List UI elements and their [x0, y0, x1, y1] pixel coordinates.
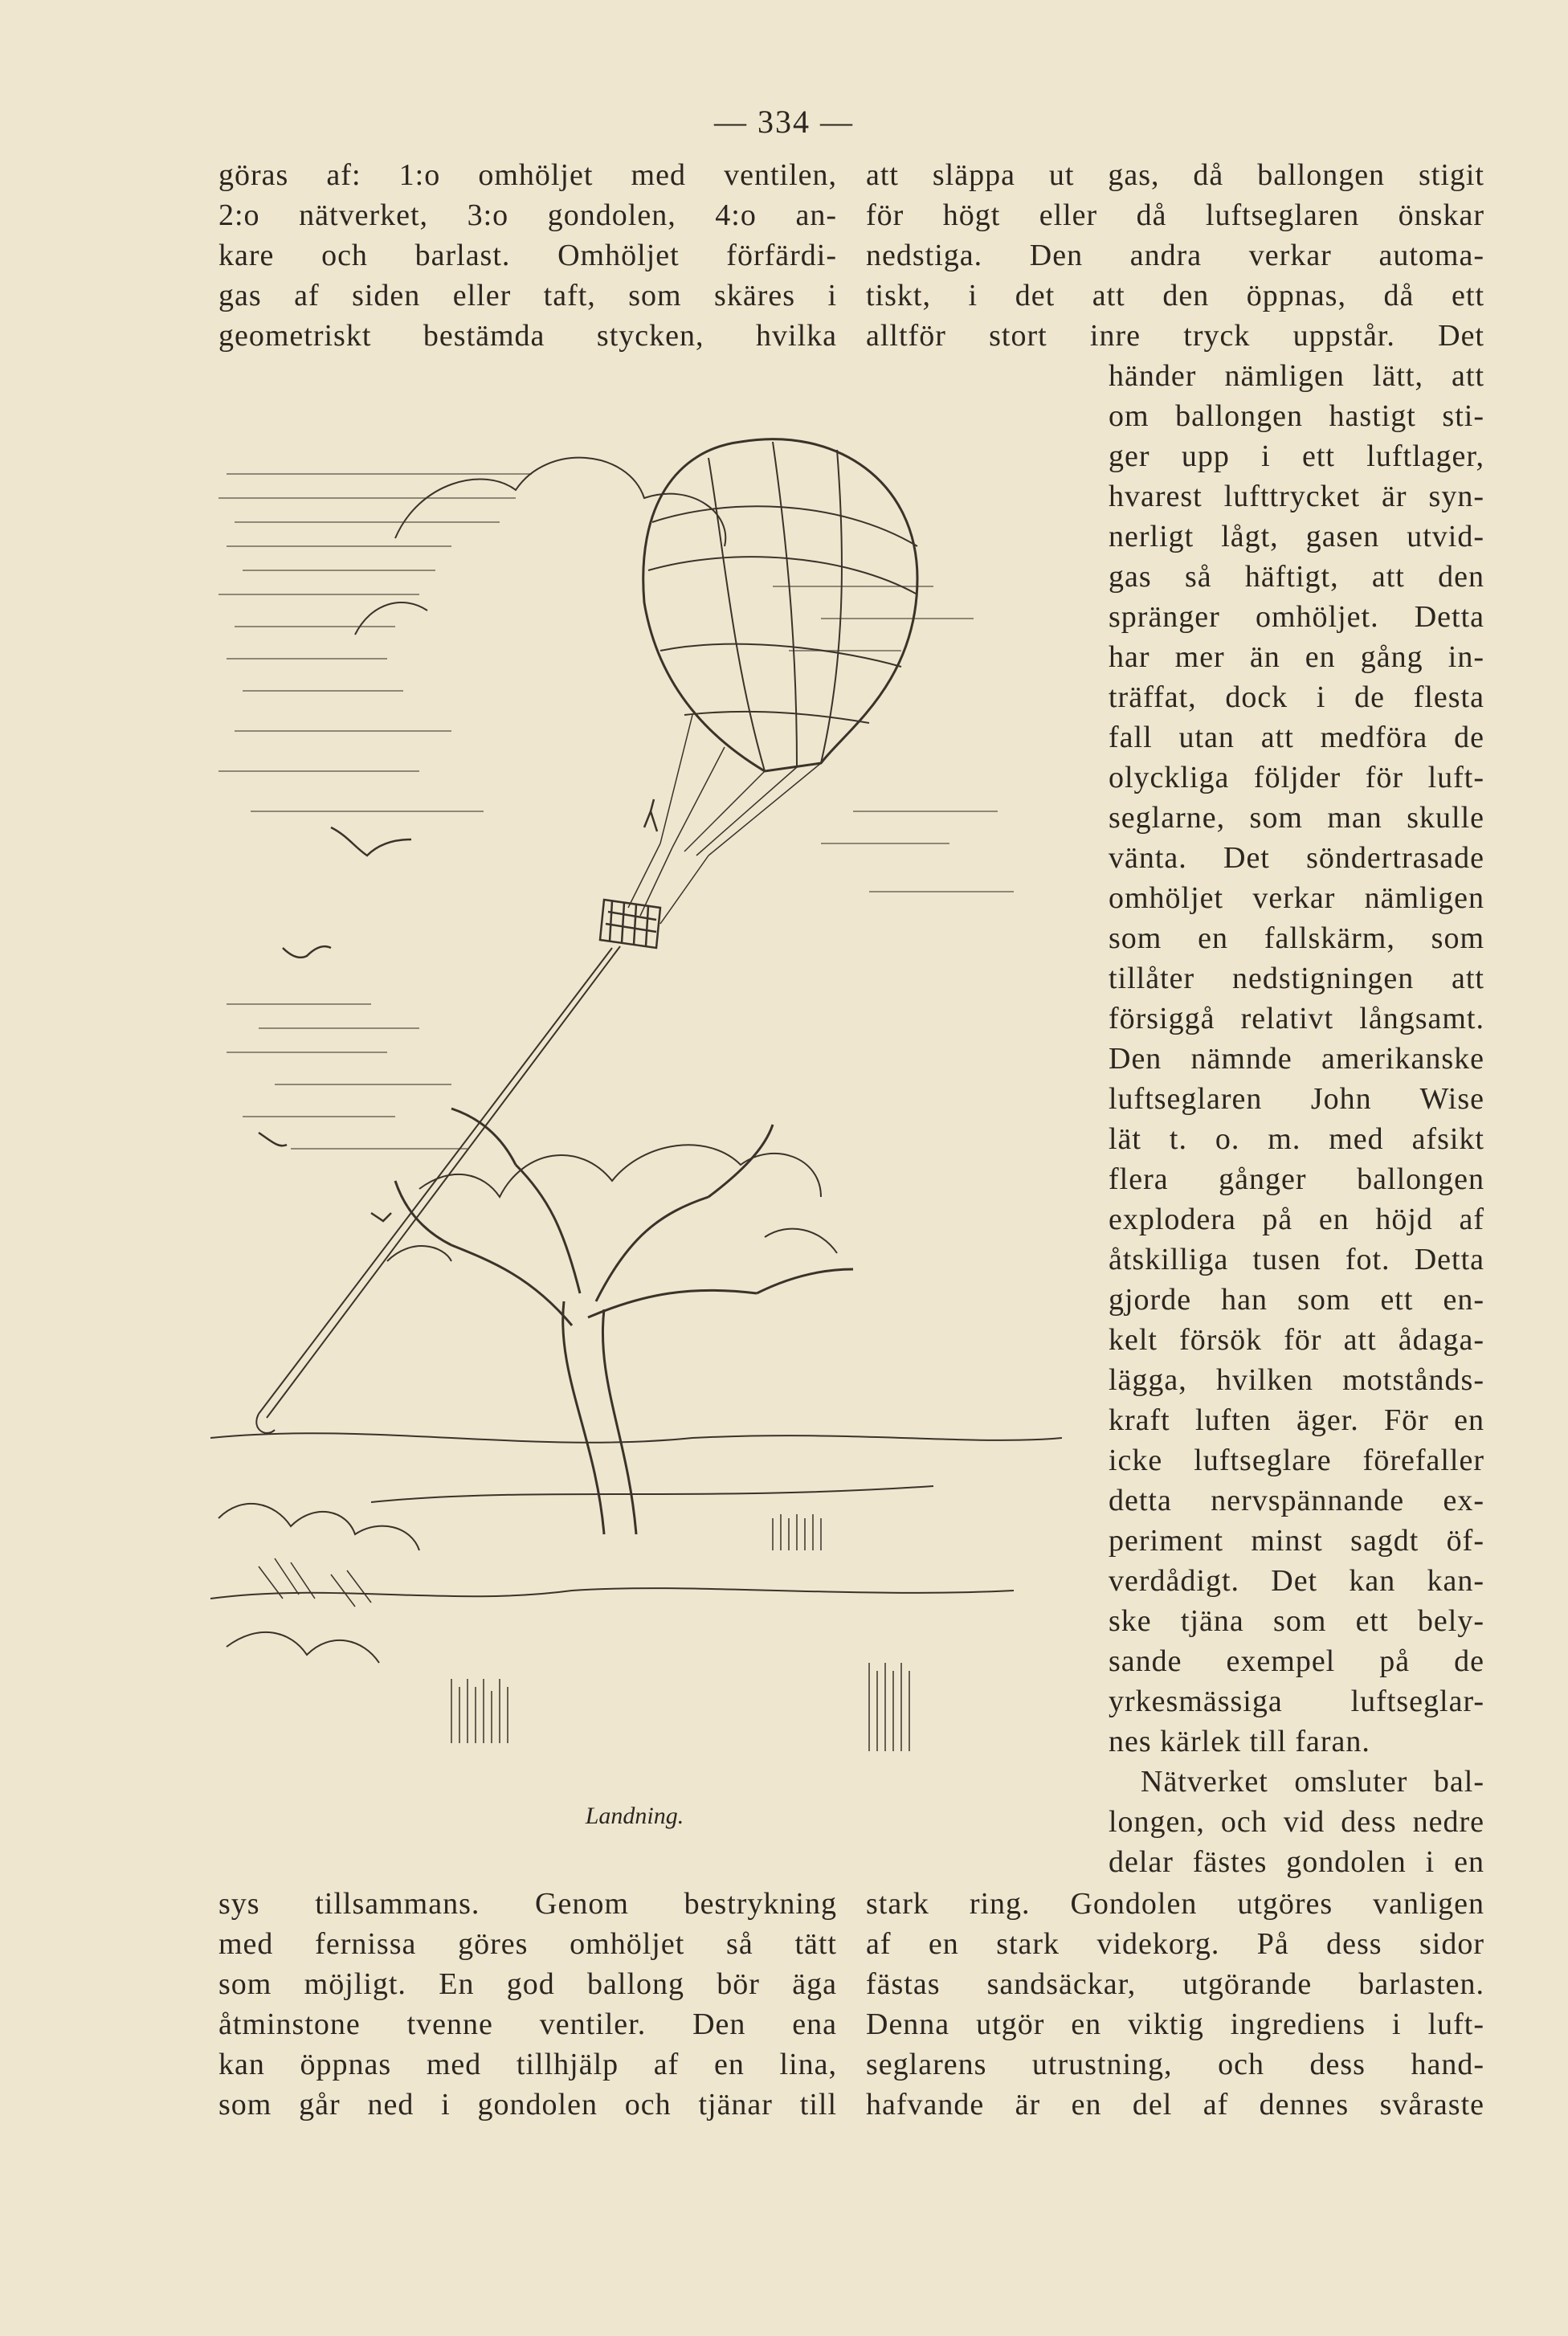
text-line: omhöljet verkar nämligen [1109, 881, 1484, 915]
text-line: med fernissa göres omhöljet så tätt [218, 1927, 837, 1961]
text-line: af en stark videkorg. På dess sidor [866, 1927, 1484, 1961]
text-line: fall utan att medföra de [1109, 721, 1484, 754]
figure-caption: Landning. [585, 1803, 684, 1829]
text-line: hafvande är en del af dennes svåraste [866, 2088, 1484, 2122]
text-line: delar fästes gondolen i en [1109, 1845, 1484, 1879]
ground [210, 1433, 1062, 1663]
tree [387, 1109, 853, 1534]
text-line: som möjligt. En god ballong bör äga [218, 1967, 837, 2001]
text-line: spränger omhöljet. Detta [1109, 600, 1484, 634]
text-line: kraft luften äger. För en [1109, 1403, 1484, 1437]
text-line: försiggå relativt långsamt. [1109, 1002, 1484, 1035]
text-line: som en fallskärm, som [1109, 921, 1484, 955]
text-line: nerligt lågt, gasen utvid- [1109, 520, 1484, 553]
text-line: lät t. o. m. med afsikt [1109, 1122, 1484, 1156]
birds [259, 827, 411, 1221]
balloon-envelope [643, 439, 917, 771]
text-line: att släppa ut gas, då ballongen stigit [866, 158, 1484, 192]
cloud [395, 458, 725, 546]
text-line: yrkesmässiga luftseglar- [1109, 1685, 1484, 1718]
anchor-rope [259, 946, 620, 1418]
text-line: Den nämnde amerikanske [1109, 1042, 1484, 1076]
text-line: explodera på en höjd af [1109, 1203, 1484, 1236]
text-line: flera gånger ballongen [1109, 1162, 1484, 1196]
text-line: vänta. Det söndertrasade [1109, 841, 1484, 875]
text-line: gas af siden eller taft, som skäres i [218, 279, 837, 312]
text-line: sande exempel på de [1109, 1644, 1484, 1678]
text-line: lägga, hvilken motstånds- [1109, 1363, 1484, 1397]
text-line: detta nervspännande ex- [1109, 1484, 1484, 1517]
text-line: 2:o nätverket, 3:o gondolen, 4:o an- [218, 198, 837, 232]
text-line: longen, och vid dess nedre [1109, 1805, 1484, 1839]
text-line: hvarest lufttrycket är syn- [1109, 480, 1484, 513]
text-line: icke luftseglare förefaller [1109, 1444, 1484, 1477]
text-line: åtminstone tvenne ventiler. Den ena [218, 2007, 837, 2041]
sky-hatching [218, 474, 1014, 1149]
text-line: stark ring. Gondolen utgöres vanligen [866, 1887, 1484, 1921]
text-line: ger upp i ett luftlager, [1109, 439, 1484, 473]
text-line: kelt försök för att ådaga- [1109, 1323, 1484, 1357]
text-line: gjorde han som ett en- [1109, 1283, 1484, 1317]
text-line: geometriskt bestämda stycken, hvilka [218, 319, 837, 353]
text-line: kan öppnas med tillhjälp af en lina, [218, 2048, 837, 2081]
text-line: Denna utgör en viktig ingrediens i luft- [866, 2007, 1484, 2041]
text-line: nedstiga. Den andra verkar automa- [866, 239, 1484, 272]
text-line: fästas sandsäckar, utgörande barlasten. [866, 1967, 1484, 2001]
text-line: seglarens utrustning, och dess hand- [866, 2048, 1484, 2081]
rigging [628, 715, 821, 924]
balloon-landing-illustration [210, 394, 1062, 1767]
text-line: åtskilliga tusen fot. Detta [1109, 1243, 1484, 1276]
text-line: olyckliga följder för luft- [1109, 761, 1484, 794]
text-line: Nätverket omsluter bal- [1141, 1765, 1484, 1799]
text-line: verdådigt. Det kan kan- [1109, 1564, 1484, 1598]
text-line: nes kärlek till faran. [1109, 1725, 1370, 1758]
text-line: seglarne, som man skulle [1109, 801, 1484, 835]
grass-hatching [259, 1514, 909, 1751]
text-line: gas så häftigt, att den [1109, 560, 1484, 594]
text-line: tillåter nedstigningen att [1109, 962, 1484, 995]
text-line: sys tillsammans. Genom bestrykning [218, 1887, 837, 1921]
text-line: träffat, dock i de flesta [1109, 680, 1484, 714]
text-line: alltför stort inre tryck uppstår. Det [866, 319, 1484, 353]
text-line: ske tjäna som ett bely- [1109, 1604, 1484, 1638]
text-line: har mer än en gång in- [1109, 640, 1484, 674]
text-line: om ballongen hastigt sti- [1109, 399, 1484, 433]
gondola [600, 799, 660, 948]
text-line: periment minst sagdt öf- [1109, 1524, 1484, 1558]
text-line: luftseglaren John Wise [1109, 1082, 1484, 1116]
text-line: händer nämligen lätt, att [1109, 359, 1484, 393]
text-line: som går ned i gondolen och tjänar till [218, 2088, 837, 2122]
text-line: kare och barlast. Omhöljet förfärdi- [218, 239, 837, 272]
text-line: göras af: 1:o omhöljet med ventilen, [218, 158, 837, 192]
text-line: för högt eller då luftseglaren önskar [866, 198, 1484, 232]
page-number: — 334 — [714, 104, 854, 140]
text-line: tiskt, i det att den öppnas, då ett [866, 279, 1484, 312]
